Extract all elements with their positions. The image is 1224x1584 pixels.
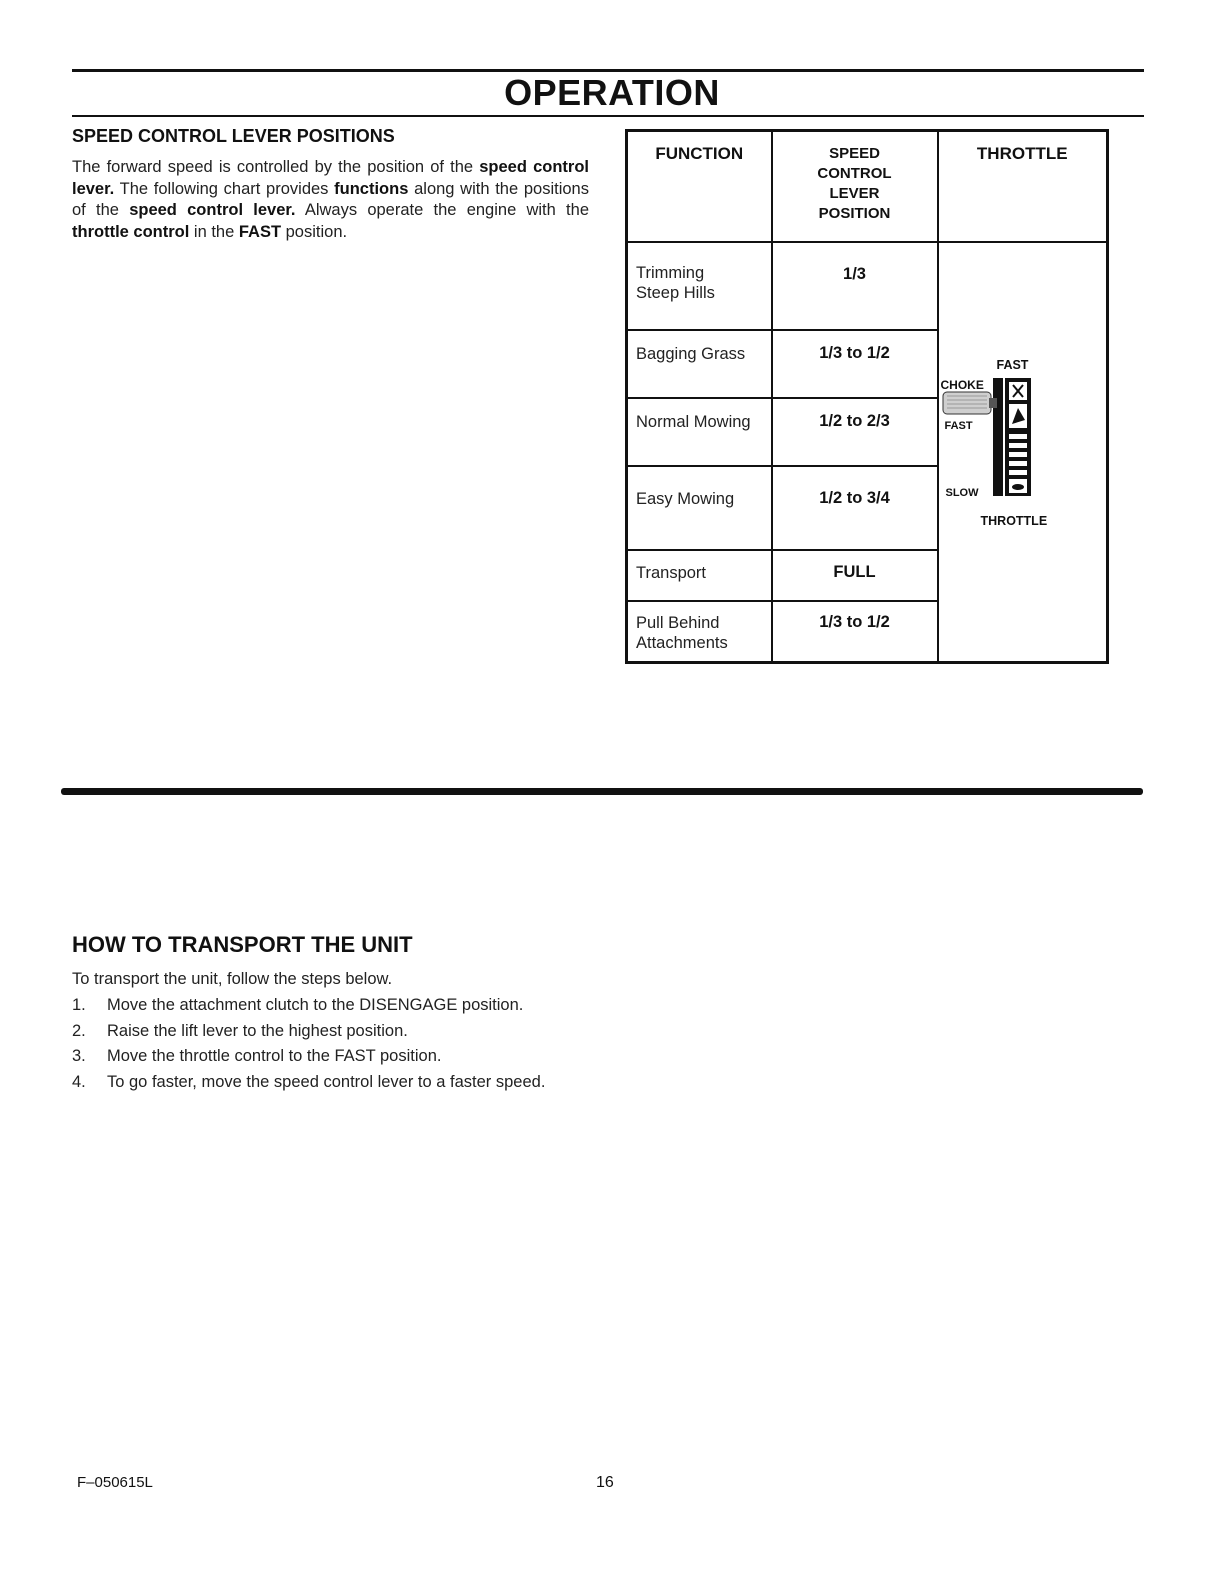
throttle-caption: THROTTLE [980,513,1048,528]
row-position: 1/3 to 1/2 [772,601,938,663]
section-divider [61,788,1143,795]
row-function: Transport [627,550,772,601]
row-function: Trimming Steep Hills [627,242,772,330]
row-function: Easy Mowing [627,466,772,550]
page-number: 16 [596,1474,614,1491]
list-item: 2. Raise the lift lever to the highest position. [72,1021,408,1040]
header-function: FUNCTION [627,131,772,242]
row-position: 1/3 [772,242,938,330]
choke-label: CHOKE [940,377,984,392]
slow-label: SLOW [945,486,979,499]
throttle-diagram [939,358,1107,528]
row-function: Normal Mowing [627,398,772,466]
list-item: 3. Move the throttle control to the FAST position. [72,1047,442,1065]
transport-section-heading: HOW TO TRANSPORT THE UNIT [72,932,413,957]
page-title: OPERATION [504,72,720,113]
fast-top-label: FAST [996,357,1029,372]
footer-document-code: F–050615L [77,1474,153,1491]
list-item: 1. Move the attachment clutch to the DISENGAGE position. [72,996,524,1014]
throttle-lever-icon [939,358,1107,528]
table-header-row [627,131,1108,242]
speed-section-heading: SPEED CONTROL LEVER POSITIONS [72,126,395,146]
header-throttle: THROTTLE [938,131,1108,242]
speed-intro-paragraph: The forward speed is controlled by the position of the speed control lever. The following chart provides functions along with the positions of the speed control lever. Always operate the engine with the throttle control in the FAST position. [72,158,589,241]
speed-control-table [625,129,1109,664]
row-function: Bagging Grass [627,330,772,398]
row-position: FULL [772,550,938,601]
throttle-figure-cell [938,242,1108,663]
transport-intro: To transport the unit, follow the steps below. [72,970,393,988]
row-position: 1/3 to 1/2 [772,330,938,398]
title-rule [72,115,1144,117]
row-position: 1/2 to 3/4 [772,466,938,550]
list-item: 4. To go faster, move the speed control lever to a faster speed. [72,1072,546,1091]
row-position: 1/2 to 2/3 [772,398,938,466]
table-row [627,242,1108,330]
row-function: Pull Behind Attachments [627,601,772,663]
header-speed-control: SPEED CONTROL LEVER POSITION [772,131,938,242]
fast-label: FAST [944,419,973,432]
transport-steps-list [72,996,545,1098]
